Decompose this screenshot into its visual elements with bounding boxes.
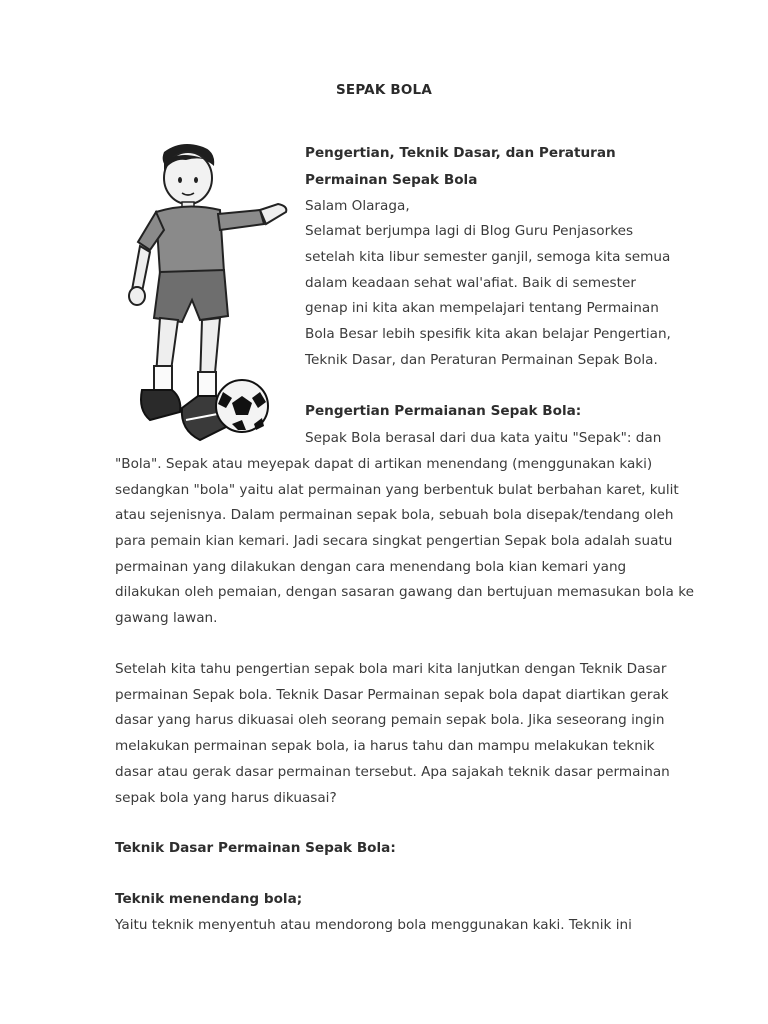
definition-line: permainan yang dilakukan dengan cara menendang bola kian kemari yang xyxy=(115,559,627,575)
intro-heading-line2: Permainan Sepak Bola xyxy=(305,172,478,188)
technique-intro-line: dasar yang harus dikuasai oleh seorang pemain sepak bola. Jika seseorang ingin xyxy=(115,712,665,728)
intro-line: Teknik Dasar, dan Peraturan Permainan Sepak Bola. xyxy=(305,352,658,368)
technique-intro-line: permainan Sepak bola. Teknik Dasar Permainan sepak bola dapat diartikan gerak xyxy=(115,687,669,703)
intro-line: Selamat berjumpa lagi di Blog Guru Penjasorkes xyxy=(305,223,634,239)
intro-line: dalam keadaan sehat wal'afiat. Baik di semester xyxy=(305,275,636,291)
page-title: SEPAK BOLA xyxy=(335,82,433,98)
techniques-heading: Teknik Dasar Permainan Sepak Bola: xyxy=(115,840,396,856)
definition-line: Sepak Bola berasal dari dua kata yaitu "Sepak": dan xyxy=(305,430,662,446)
definition-line: para pemain kian kemari. Jadi secara singkat pengertian Sepak bola adalah suatu xyxy=(115,533,673,549)
greeting: Salam Olaraga, xyxy=(305,198,410,214)
intro-heading-line1: Pengertian, Teknik Dasar, dan Peraturan xyxy=(305,145,616,161)
intro-line: Bola Besar lebih spesifik kita akan belajar Pengertian, xyxy=(305,326,671,342)
definition-line: dilakukan oleh pemaian, dengan sasaran gawang dan bertujuan memasukan bola ke xyxy=(115,584,694,600)
technique-intro-line: dasar atau gerak dasar permainan tersebut. Apa sajakah teknik dasar permainan xyxy=(115,764,670,780)
intro-line: genap ini kita akan mempelajari tentang Permainan xyxy=(305,300,659,316)
definition-line: "Bola". Sepak atau meyepak dapat di artikan menendang (menggunakan kaki) xyxy=(115,456,653,472)
definition-heading: Pengertian Permaianan Sepak Bola: xyxy=(305,403,582,419)
technique-intro-line: melakukan permainan sepak bola, ia harus tahu dan mampu melakukan teknik xyxy=(115,738,655,754)
kicking-heading: Teknik menendang bola; xyxy=(115,891,303,907)
intro-line: setelah kita libur semester ganjil, semoga kita semua xyxy=(305,249,671,265)
definition-line: sedangkan "bola" yaitu alat permainan yang berbentuk bulat berbahan karet, kulit xyxy=(115,482,679,498)
definition-line: gawang lawan. xyxy=(115,610,218,626)
technique-intro-line: sepak bola yang harus dikuasai? xyxy=(115,790,337,806)
technique-intro-line: Setelah kita tahu pengertian sepak bola mari kita lanjutkan dengan Teknik Dasar xyxy=(115,661,667,677)
kicking-line: Yaitu teknik menyentuh atau mendorong bola menggunakan kaki. Teknik ini xyxy=(115,917,632,933)
boy-kicking-ball-icon xyxy=(120,140,290,445)
definition-line: atau sejenisnya. Dalam permainan sepak bola, sebuah bola disepak/tendang oleh xyxy=(115,507,674,523)
